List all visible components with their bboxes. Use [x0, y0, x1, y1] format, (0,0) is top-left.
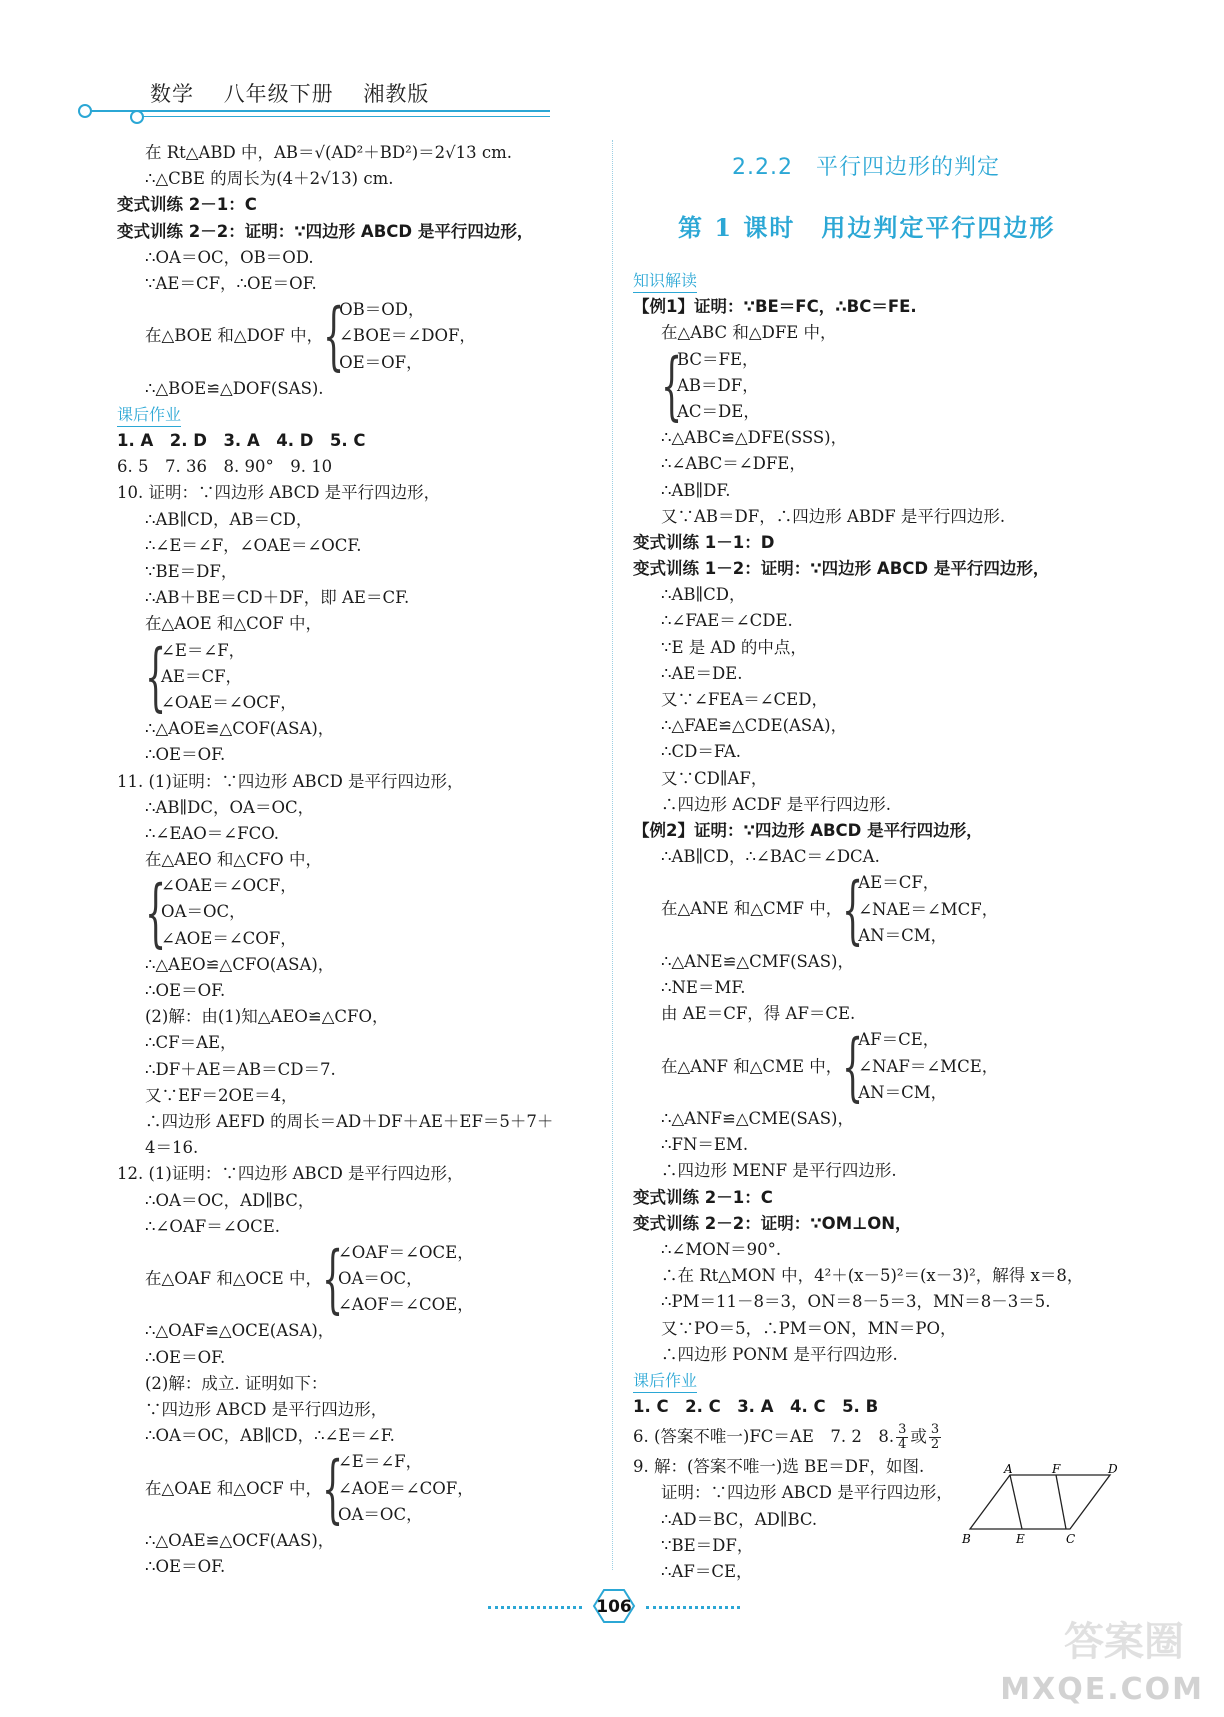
line-text: ∴四边形 AEFD 的周长＝AD＋DF＋AE＋EF＝5＋7＋	[145, 1111, 554, 1131]
text-line	[117, 847, 597, 873]
text-line	[117, 1004, 597, 1030]
line-text: 10. 证明：∵四边形 ABCD 是平行四边形，	[117, 483, 441, 503]
text-line	[117, 821, 597, 847]
text-line	[117, 1423, 597, 1449]
line-text: 【例2】证明：∵四边形 ABCD 是平行四边形，	[633, 820, 983, 840]
line-text: 在△AOE 和△COF 中，	[145, 614, 322, 634]
line-text: ∴OA＝OC，OB＝OD.	[145, 247, 314, 267]
text-line	[117, 1528, 597, 1554]
brace-system	[633, 866, 1113, 953]
text-line	[117, 1371, 597, 1397]
text-line	[633, 1289, 1113, 1315]
line-text: 又∵AB＝DF，∴四边形 ABDF 是平行四边形.	[661, 506, 1006, 526]
left-column	[117, 140, 597, 1580]
brace-item: ∠OAE＝∠OCF，	[161, 876, 297, 896]
line-text: ∴AB＋BE＝CD＋DF，即 AE＝CF.	[145, 588, 410, 608]
text-line	[117, 245, 597, 271]
brace-item: ∠AOE＝∠COF，	[337, 1478, 474, 1498]
denominator: 2	[930, 1436, 940, 1452]
text-line	[633, 1001, 1113, 1027]
brace-label: 在△ANE 和△CMF 中，	[661, 899, 843, 919]
line-text: ∴四边形 MENF 是平行四边形.	[661, 1161, 897, 1181]
line-text: ∴△FAE≌△CDE(ASA)，	[661, 716, 848, 736]
brace-system	[117, 1445, 597, 1532]
page-number-dots	[646, 1606, 740, 1609]
line-text: 由 AE＝CF，得 AF＝CE.	[661, 1004, 856, 1024]
brace-item: ∠BOE＝∠DOF，	[339, 326, 476, 346]
line-text: ∴AB∥DF.	[661, 480, 731, 500]
label-c: C	[1066, 1532, 1076, 1545]
header-subject: 数学	[150, 82, 194, 106]
brace-item: AE＝CF，	[161, 666, 243, 686]
brace-item: ∠OAF＝∠OCE，	[337, 1242, 474, 1262]
text-line	[633, 1316, 1113, 1342]
label-f: F	[1052, 1463, 1061, 1476]
line-text: (2)解：成立. 证明如下：	[145, 1373, 328, 1393]
text-line	[633, 713, 1113, 739]
text-line	[117, 1109, 597, 1135]
brace-item: OA＝OC，	[337, 1269, 423, 1289]
line-text: 变式训练 1－1：D	[633, 532, 775, 552]
left-brace-icon: {	[323, 293, 345, 380]
line-text: ∴∠OAF＝∠OCE.	[145, 1216, 280, 1236]
brace-label: 在△BOE 和△DOF 中，	[145, 326, 324, 346]
left-brace-icon: {	[661, 342, 683, 429]
line-text: ∴△ANE≌△CMF(SAS)，	[661, 951, 854, 971]
brace-system	[117, 293, 597, 380]
text-line	[117, 533, 597, 559]
watermark-url: MXQE.COM	[1000, 1672, 1204, 1707]
brace-item: AB＝DF，	[677, 375, 759, 395]
brace-item: AN＝CM，	[858, 925, 948, 945]
text-line	[633, 949, 1113, 975]
line-text: ∴DF＋AE＝AB＝CD＝7.	[145, 1059, 336, 1079]
line-text: ∴∠MON＝90°.	[661, 1239, 782, 1259]
left-brace-icon: {	[321, 1236, 344, 1323]
line-text: ∴△AOE≌△COF(ASA)，	[145, 719, 335, 739]
text-line	[633, 504, 1113, 530]
left-brace-icon: {	[145, 633, 167, 720]
brace-items	[339, 297, 476, 376]
line-text: ∴AB∥CD，	[661, 585, 746, 605]
right-column	[633, 268, 1113, 1585]
brace-items	[677, 347, 760, 426]
lesson-title: 第 1 课时 用边判定平行四边形	[678, 213, 1056, 242]
brace-item: ∠AOE＝∠COF，	[161, 928, 297, 948]
label-d: D	[1108, 1463, 1118, 1476]
text-line	[633, 818, 1113, 844]
denominator: 4	[898, 1436, 907, 1452]
brace-item: OA＝OC，	[337, 1504, 423, 1524]
line-text: ∴CF＝AE，	[145, 1033, 237, 1053]
text-line	[117, 480, 597, 506]
line-text: ∴△ANF≌△CME(SAS)，	[661, 1109, 854, 1128]
text-line	[117, 1188, 597, 1214]
text-line	[633, 1394, 1113, 1420]
section-heading-row	[117, 402, 597, 428]
line-text: 变式训练 2－1：C	[117, 195, 257, 215]
numerator: 3	[898, 1421, 907, 1437]
line-text: ∴PM＝11－8＝3，ON＝8－5＝3，MN＝8－3＝5.	[661, 1292, 1051, 1312]
left-brace-icon: {	[842, 866, 864, 953]
line-text: 又∵PO＝5，∴PM＝ON，MN＝PO，	[661, 1318, 957, 1338]
text-line	[117, 1030, 597, 1056]
text-line	[117, 769, 597, 795]
brace-system	[117, 633, 597, 720]
header-grade: 八年级下册	[223, 82, 334, 106]
text-line	[633, 1211, 1113, 1237]
header-dot-icon	[130, 110, 144, 124]
section-heading: 课后作业	[117, 404, 181, 427]
line-text: ∴AE＝DE.	[661, 663, 743, 683]
brace-system	[117, 869, 597, 956]
label-b: B	[962, 1532, 971, 1545]
text-line	[633, 530, 1113, 556]
text-line	[117, 192, 597, 218]
line-text: ∵BE＝DF，	[145, 562, 238, 581]
brace-item: OE＝OF，	[339, 352, 423, 372]
text-line	[117, 1318, 597, 1344]
line-text: ∴FN＝EM.	[661, 1135, 749, 1155]
text-line	[117, 1345, 597, 1371]
line-text: ∴OE＝OF.	[145, 1557, 226, 1577]
text-line	[117, 795, 597, 821]
line-text: ∴△AEO≌△CFO(ASA)，	[145, 954, 335, 974]
brace-items	[338, 1449, 474, 1528]
answer-line	[633, 1420, 1113, 1454]
brace-item: ∠E＝∠F，	[161, 640, 246, 660]
line-text: ∴CD＝FA.	[661, 742, 742, 762]
line-text: ∵AE＝CF，∴OE＝OF.	[145, 273, 317, 293]
text-line	[117, 585, 597, 611]
brace-item: ∠OAE＝∠OCF，	[161, 692, 297, 712]
line-text: ∴∠E＝∠F，∠OAE＝∠OCF.	[145, 535, 362, 555]
line-text: 在 Rt△ABD 中，AB＝√(AD²＋BD²)＝2√13 cm.	[145, 143, 513, 162]
text-line	[633, 294, 1113, 320]
page-number: 106	[596, 1597, 632, 1617]
line-text: ∴△CBE 的周长为(4＋2√13) cm.	[145, 169, 394, 189]
text-line	[633, 1237, 1113, 1263]
text-line	[117, 271, 597, 297]
text-line	[117, 611, 597, 637]
page-number-dots	[488, 1606, 582, 1609]
line-text: 1. C 2. C 3. A 4. C 5. B	[633, 1397, 879, 1417]
text-line	[633, 1132, 1113, 1158]
line-text: 证明：∵四边形 ABCD 是平行四边形，	[661, 1483, 953, 1503]
line-text: 9. 解：(答案不唯一)选 BE＝DF，如图.	[633, 1457, 925, 1477]
brace-item: AE＝CF，	[858, 873, 940, 893]
brace-item: ∠NAF＝∠MCE，	[858, 1056, 999, 1076]
text-line	[117, 1397, 597, 1423]
text-line	[117, 1161, 597, 1187]
text-line	[633, 766, 1113, 792]
text-line	[117, 166, 597, 192]
brace-label: 在△OAE 和△OCF 中，	[145, 1478, 322, 1498]
line-text: ∴AB∥DC，OA＝OC，	[145, 797, 315, 817]
section-heading: 课后作业	[633, 1370, 697, 1393]
brace-system	[633, 342, 1113, 429]
line-text: 4＝16.	[145, 1138, 199, 1158]
text-line	[633, 975, 1113, 1001]
header-rule-thin	[130, 116, 550, 117]
line-text: ∴OE＝OF.	[145, 745, 226, 765]
column-divider	[612, 140, 613, 1570]
line-text: 在△ABC 和△DFE 中，	[661, 323, 837, 343]
line-text: 6. 5 7. 36 8. 90° 9. 10	[117, 457, 333, 477]
text-line	[117, 219, 597, 245]
text-line	[633, 661, 1113, 687]
brace-item: OA＝OC，	[161, 902, 246, 922]
brace-items	[338, 1240, 474, 1319]
header-rule	[80, 110, 550, 112]
text-line	[117, 454, 597, 480]
text-line	[633, 582, 1113, 608]
text-line	[633, 1263, 1113, 1289]
left-brace-icon: {	[321, 1445, 344, 1532]
text-line	[117, 507, 597, 533]
text-line	[117, 1135, 597, 1161]
text-line	[117, 716, 597, 742]
brace-items	[161, 638, 297, 717]
line-text: ∴四边形 ACDF 是平行四边形.	[661, 794, 891, 814]
line-text: ∴在 Rt△MON 中，4²＋(x－5)²＝(x－3)²，解得 x＝8，	[661, 1266, 1084, 1286]
text-line	[633, 687, 1113, 713]
line-text: ∴OE＝OF.	[145, 981, 226, 1000]
section-title: 2.2.2 平行四边形的判定	[732, 155, 1000, 180]
fraction	[929, 1423, 941, 1452]
text-line	[633, 635, 1113, 661]
header-edition: 湘教版	[363, 82, 430, 106]
left-brace-icon: {	[842, 1023, 864, 1110]
fraction	[896, 1423, 908, 1452]
line-text: ∴四边形 PONM 是平行四边形.	[661, 1344, 898, 1364]
line-text: ∴OE＝OF.	[145, 1347, 226, 1367]
answer-text: 6. (答案不唯一)FC＝AE 7. 2 8.	[633, 1427, 895, 1447]
line-text: 又∵CD∥AF，	[661, 768, 768, 788]
text-line	[633, 425, 1113, 451]
line-text: ∴OA＝OC，AB∥CD，∴∠E＝∠F.	[145, 1426, 395, 1446]
text-line	[633, 556, 1113, 582]
text-line	[117, 1554, 597, 1580]
brace-label: 在△OAF 和△OCE 中，	[145, 1269, 322, 1289]
text-line	[117, 952, 597, 978]
text-line	[633, 739, 1113, 765]
brace-system	[633, 1023, 1113, 1110]
section-heading-row	[633, 1368, 1113, 1394]
line-text: ∵BE＝DF，	[661, 1535, 754, 1555]
text-line	[117, 559, 597, 585]
line-text: ∴∠EAO＝∠FCO.	[145, 823, 280, 843]
line-text: ∴AB∥CD，∴∠BAC＝∠DCA.	[661, 847, 880, 867]
brace-items	[161, 873, 297, 952]
text-line	[633, 1559, 1113, 1585]
brace-label: 在△ANF 和△CME 中，	[661, 1056, 843, 1076]
text-line	[117, 1057, 597, 1083]
label-e: E	[1016, 1532, 1025, 1545]
answer-text: 或	[910, 1427, 927, 1447]
line-text: ∴OA＝OC，AD∥BC，	[145, 1190, 315, 1210]
brace-item: AF＝CE，	[858, 1030, 940, 1050]
parallelogram-figure	[960, 1463, 1120, 1545]
line-text: ∴AF＝CE，	[661, 1562, 753, 1581]
text-line	[117, 376, 597, 402]
line-text: 变式训练 2－1：C	[633, 1187, 773, 1207]
brace-items	[858, 1027, 998, 1106]
line-text: 变式训练 2－2：证明：∵OM⊥ON，	[633, 1213, 912, 1233]
line-text: 【例1】证明：∵BE＝FC，∴BC＝FE.	[633, 297, 917, 317]
text-line	[633, 792, 1113, 818]
text-line	[633, 844, 1113, 870]
text-line	[633, 451, 1113, 477]
brace-item: AC＝DE，	[677, 401, 760, 421]
line-text: ∴AD＝BC，AD∥BC.	[661, 1509, 818, 1529]
text-line	[633, 1342, 1113, 1368]
text-line	[117, 978, 597, 1004]
line-text: 11. (1)证明：∵四边形 ABCD 是平行四边形，	[117, 771, 464, 791]
line-text: ∵E 是 AD 的中点，	[661, 637, 807, 657]
line-text: 又∵EF＝2OE＝4，	[145, 1085, 298, 1105]
text-line	[633, 1185, 1113, 1211]
line-text: ∴△ABC≌△DFE(SSS)，	[661, 428, 848, 448]
label-a: A	[1004, 1463, 1013, 1476]
line-text: 在△AEO 和△CFO 中，	[145, 850, 322, 870]
line-text: 又∵∠FEA＝∠CED，	[661, 690, 828, 709]
text-line	[633, 1158, 1113, 1184]
line-text: ∴AB∥CD，AB＝CD，	[145, 509, 313, 529]
line-text: ∴△BOE≌△DOF(SAS).	[145, 378, 324, 398]
brace-item: ∠E＝∠F，	[337, 1452, 423, 1472]
left-brace-icon: {	[145, 869, 167, 956]
line-text: 1. A 2. D 3. A 4. D 5. C	[117, 431, 366, 451]
line-text: ∴∠FAE＝∠CDE.	[661, 611, 793, 631]
line-text: ∴△OAF≌△OCE(ASA)，	[145, 1321, 335, 1341]
brace-item: BC＝FE，	[677, 349, 759, 369]
watermark-logo: 答案圈	[1064, 1619, 1184, 1665]
brace-item: ∠AOF＝∠COE，	[337, 1295, 474, 1315]
line-text: 12. (1)证明：∵四边形 ABCD 是平行四边形，	[117, 1164, 464, 1184]
line-text: (2)解：由(1)知△AEO≌△CFO，	[145, 1007, 389, 1027]
brace-system	[117, 1236, 597, 1323]
section-heading-row	[633, 268, 1113, 294]
text-line	[633, 478, 1113, 504]
line-text: ∴△OAE≌△OCF(AAS)，	[145, 1530, 335, 1550]
line-text: ∴∠ABC＝∠DFE，	[661, 454, 806, 474]
text-line	[633, 608, 1113, 634]
page-number-badge	[586, 1588, 642, 1624]
text-line	[117, 1083, 597, 1109]
line-text: ∵四边形 ABCD 是平行四边形，	[145, 1400, 388, 1419]
section-heading: 知识解读	[633, 270, 697, 293]
line-text: 变式训练 2－2：证明：∵四边形 ABCD 是平行四边形，	[117, 221, 534, 241]
numerator: 3	[930, 1421, 940, 1437]
brace-item: AN＝CM，	[858, 1082, 948, 1102]
page-header	[150, 78, 451, 108]
header-dot-icon	[78, 104, 92, 118]
text-line	[117, 1214, 597, 1240]
text-line	[117, 428, 597, 454]
line-text: 变式训练 1－2：证明：∵四边形 ABCD 是平行四边形，	[633, 559, 1050, 579]
text-line	[633, 320, 1113, 346]
text-line	[117, 140, 597, 166]
brace-items	[858, 870, 998, 949]
text-line	[117, 742, 597, 768]
brace-item: OB＝OD，	[339, 300, 425, 320]
brace-item: ∠NAE＝∠MCF，	[858, 899, 999, 919]
line-text: ∴NE＝MF.	[661, 978, 746, 998]
text-line	[633, 1106, 1113, 1132]
